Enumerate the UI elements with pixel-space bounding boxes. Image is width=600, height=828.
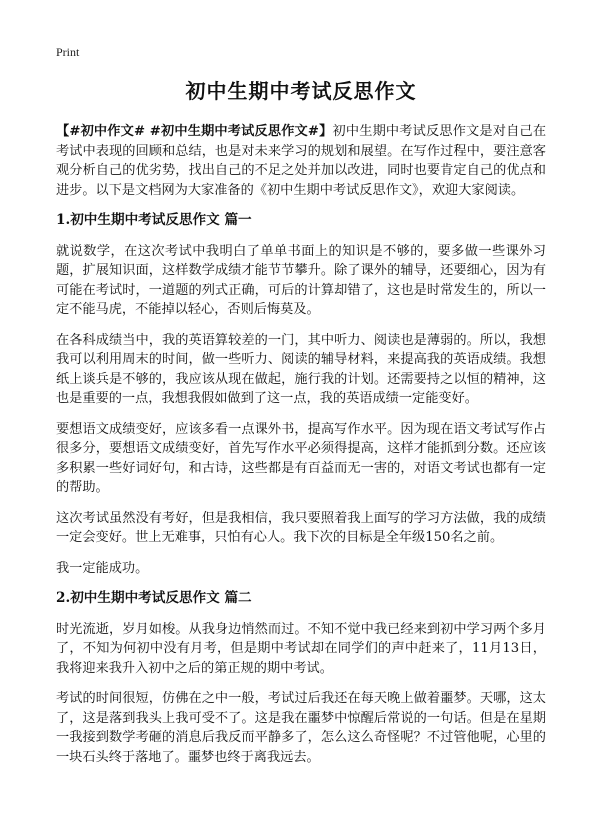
intro-text: 初中生期中考试反思作文是对自己在考试中表现的回顾和总结，也是对未来学习的规划和展望。在写作过程中，要注意客观分析自己的优劣势，找出自己的不足之处并加以改进，同时也要肯定自己的优点和进步。以下是文档网为大家准备的《初中生期中考试反思作文》，欢迎大家阅读。 [56, 124, 547, 198]
paragraph: 这次考试虽然没有考好，但是我相信，我只要照着我上面写的学习方法做，我的成绩一定会变好。世上无难事，只怕有心人。我下次的目标是全年级150名之前。 [56, 510, 546, 545]
intro-tags: 【#初中作文# #初中生期中考试反思作文#】 [56, 124, 333, 139]
paragraph: 时光流逝，岁月如梭。从我身边悄然而过。不知不觉中我已经来到初中学习两个多月了，不知为何初中没有月考，但是期中考试却在同学们的声中赶来了，11月13日，我将迎来我升入初中之后的第正规的期中考试。 [56, 621, 546, 676]
section-heading: 2.初中生期中考试反思作文 篇二 [56, 590, 252, 606]
print-label: Print [56, 45, 80, 59]
paragraph: 要想语文成绩变好，应该多看一点课外书，提高写作水平。因为现在语文考试写作占很多分，要想语文成绩变好，首先写作水平必须得提高，这样才能抓到分数。还应该多积累一些好词好句，和古诗，这些都是有百益而无一害的，对语文考试也都有一定的帮助。 [56, 421, 546, 495]
document-title: 初中生期中考试反思作文 [185, 79, 417, 103]
intro-paragraph [56, 122, 546, 200]
section-1 [56, 211, 546, 578]
paragraph: 我一定能成功。 [56, 560, 149, 576]
paragraph: 就说数学，在这次考试中我明白了单单书面上的知识是不够的，要多做一些课外习题，扩展知识面，这样数学成绩才能节节攀升。除了课外的辅导，还要细心，因为有可能在考试时，一道题的列式正确，可后的计算却错了，这也是时常发生的，所以一定不能马虎，不能掉以轻心，否则后悔莫及。 [56, 243, 546, 317]
paragraph: 考试的时间很短，仿佛在之中一般，考试过后我还在每天晚上做着噩梦。天哪，这太了，这是落到我头上我可受不了。这是我在噩梦中惊醒后常说的一句话。但是在星期一我接到数学考砸的消息后我反而平静多了，怎么这么奇怪呢？不过管他呢，心里的一块石头终于落地了。噩梦也终于离我远去。 [56, 691, 546, 765]
paragraph: 在各科成绩当中，我的英语算较差的一门，其中听力、阅读也是薄弱的。所以，我想我可以利用周末的时间，做一些听力、阅读的辅导材料，来提高我的英语成绩。我想纸上谈兵是不够的，我应该从现在做起，施行我的计划。还需要持之以恒的精神，这也是重要的一点，我想我假如做到了这一点，我的英语成绩一定能变好。 [56, 332, 546, 406]
section-2 [56, 589, 546, 767]
section-heading: 1.初中生期中考试反思作文 篇一 [56, 212, 252, 228]
